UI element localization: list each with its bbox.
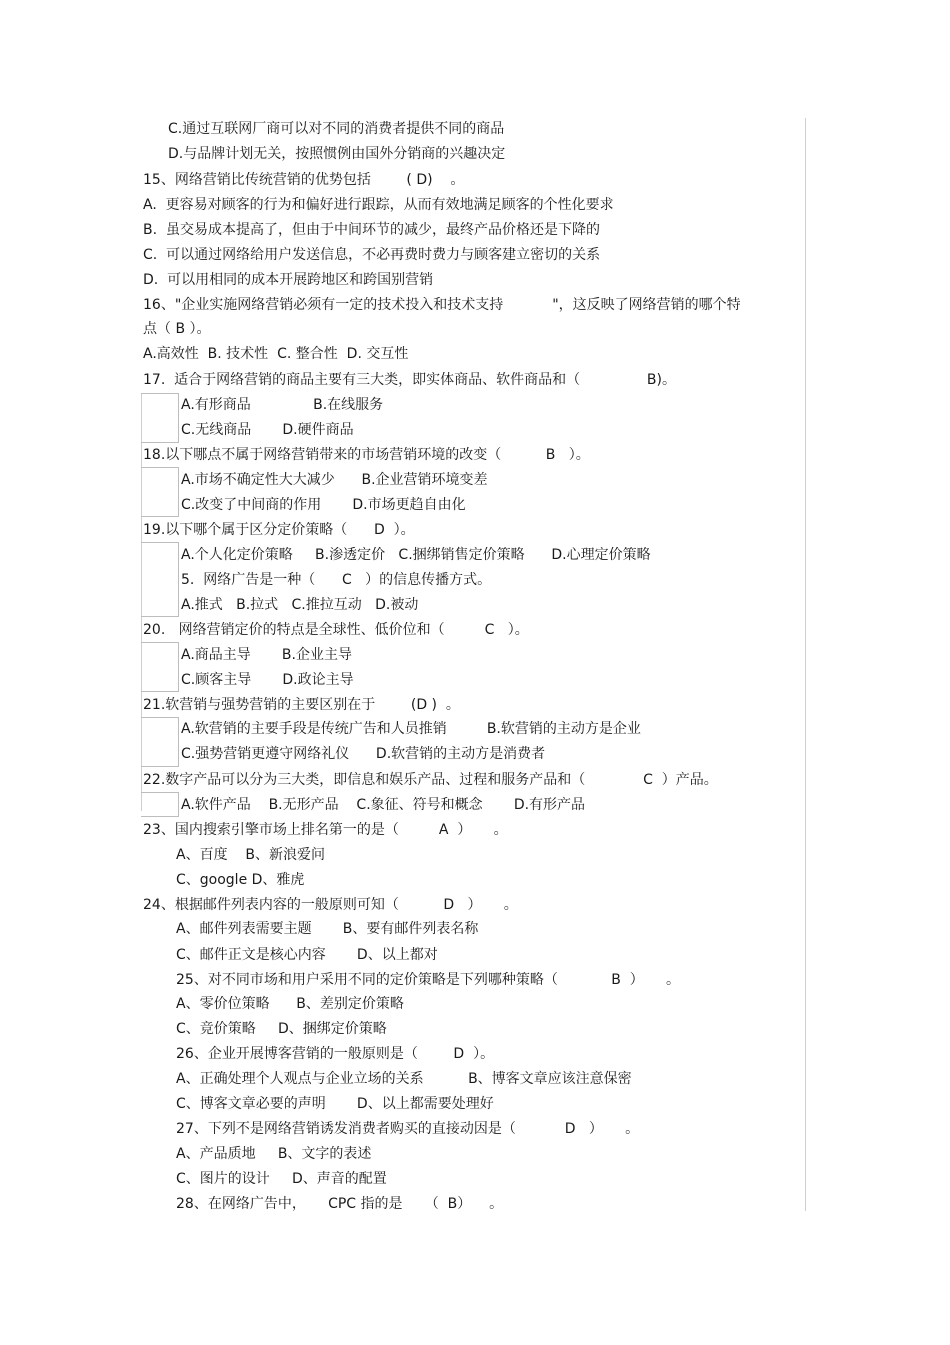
options-bracket (141, 542, 179, 617)
answer-option-line: A. 更容易对顾客的行为和偏好进行跟踪，从而有效地满足顾客的个性化要求 (143, 197, 614, 213)
answer-option-line: C、邮件正文是核心内容 D、以上都对 (176, 947, 438, 963)
question-line: 28、在网络广告中， CPC 指的是 （ B） 。 (176, 1196, 504, 1212)
answer-option-line: A.个人化定价策略 B.渗透定价 C.捆绑销售定价策略 D.心理定价策略 (181, 547, 651, 563)
options-bracket (141, 393, 179, 443)
answer-option-line: A.市场不确定性大大减少 B.企业营销环境变差 (181, 472, 488, 488)
question-line: 点（ B ）。 (143, 321, 211, 337)
question-line: 16、"企业实施网络营销必须有一定的技术投入和技术支持 "，这反映了网络营销的哪个特 (143, 297, 741, 313)
answer-option-line: C、图片的设计 D、声音的配置 (176, 1171, 387, 1187)
answer-option-line: C、博客文章必要的声明 D、以上都需要处理好 (176, 1096, 494, 1112)
answer-option-line: A.商品主导 B.企业主导 (181, 647, 352, 663)
options-bracket (141, 642, 179, 692)
options-bracket (141, 717, 179, 767)
answer-option-line: A.软件产品 B.无形产品 C.象征、符号和概念 D.有形产品 (181, 797, 586, 813)
answer-option-line: D.与品牌计划无关，按照惯例由国外分销商的兴趣决定 (168, 146, 506, 162)
question-line: 19.以下哪个属于区分定价策略（ D ）。 (143, 522, 415, 538)
answer-option-line: B. 虽交易成本提高了，但由于中间环节的减少，最终产品价格还是下降的 (143, 222, 600, 238)
answer-option-line: C.强势营销更遵守网络礼仪 D.软营销的主动方是消费者 (181, 746, 546, 762)
answer-option-line: C. 可以通过网络给用户发送信息，不必再费时费力与顾客建立密切的关系 (143, 247, 601, 263)
answer-option-line: C、竞价策略 D、捆绑定价策略 (176, 1021, 387, 1037)
answer-option-line: C.无线商品 D.硬件商品 (181, 422, 354, 438)
answer-option-line: C、google D、雅虎 (176, 872, 305, 888)
answer-option-line: A、正确处理个人观点与企业立场的关系 B、博客文章应该注意保密 (176, 1071, 632, 1087)
answer-option-line: C.通过互联网厂商可以对不同的消费者提供不同的商品 (168, 121, 505, 137)
question-line: 21.软营销与强势营销的主要区别在于 (D ) 。 (143, 697, 460, 713)
answer-option-line: C.改变了中间商的作用 D.市场更趋自由化 (181, 497, 466, 513)
answer-option-line: A.推式 B.拉式 C.推拉互动 D.被动 (181, 597, 419, 613)
question-line: 18.以下哪点不属于网络营销带来的市场营销环境的改变（ B ）。 (143, 447, 590, 463)
answer-option-line: A、零价位策略 B、差别定价策略 (176, 996, 404, 1012)
question-line: 24、根据邮件列表内容的一般原则可知（ D ） 。 (143, 897, 518, 913)
question-line: 22.数字产品可以分为三大类，即信息和娱乐产品、过程和服务产品和（ C ）产品。 (143, 772, 718, 788)
question-line: 26、企业开展博客营销的一般原则是（ D ）。 (176, 1046, 495, 1062)
question-line: 25、对不同市场和用户采用不同的定价策略是下列哪种策略（ B ） 。 (176, 972, 680, 988)
answer-option-line: A、百度 B、新浪爱问 (176, 847, 325, 863)
answer-option-line: C.顾客主导 D.政论主导 (181, 672, 354, 688)
question-line: 17. 适合于网络营销的商品主要有三大类，即实体商品、软件商品和（ B)。 (143, 372, 676, 388)
answer-option-line: A、邮件列表需要主题 B、要有邮件列表名称 (176, 921, 479, 937)
question-line: 20. 网络营销定价的特点是全球性、低价位和（ C ）。 (143, 622, 529, 638)
answer-option-line: A.有形商品 B.在线服务 (181, 397, 384, 413)
question-line: 23、国内搜索引擎市场上排名第一的是（ A ） 。 (143, 822, 508, 838)
answer-option-line: A.高效性 B. 技术性 C. 整合性 D. 交互性 (143, 346, 409, 362)
question-line: 5. 网络广告是一种（ C ）的信息传播方式。 (181, 572, 492, 588)
options-bracket (141, 467, 179, 517)
question-line: 27、下列不是网络营销诱发消费者购买的直接动因是（ D ） 。 (176, 1121, 640, 1137)
answer-option-line: A、产品质地 B、文字的表述 (176, 1146, 372, 1162)
options-bracket (141, 792, 179, 817)
answer-option-line: D. 可以用相同的成本开展跨地区和跨国别营销 (143, 272, 434, 288)
right-margin-rule (805, 118, 806, 1211)
question-line: 15、网络营销比传统营销的优势包括 ( D) 。 (143, 172, 465, 188)
answer-option-line: A.软营销的主要手段是传统广告和人员推销 B.软营销的主动方是企业 (181, 721, 641, 737)
